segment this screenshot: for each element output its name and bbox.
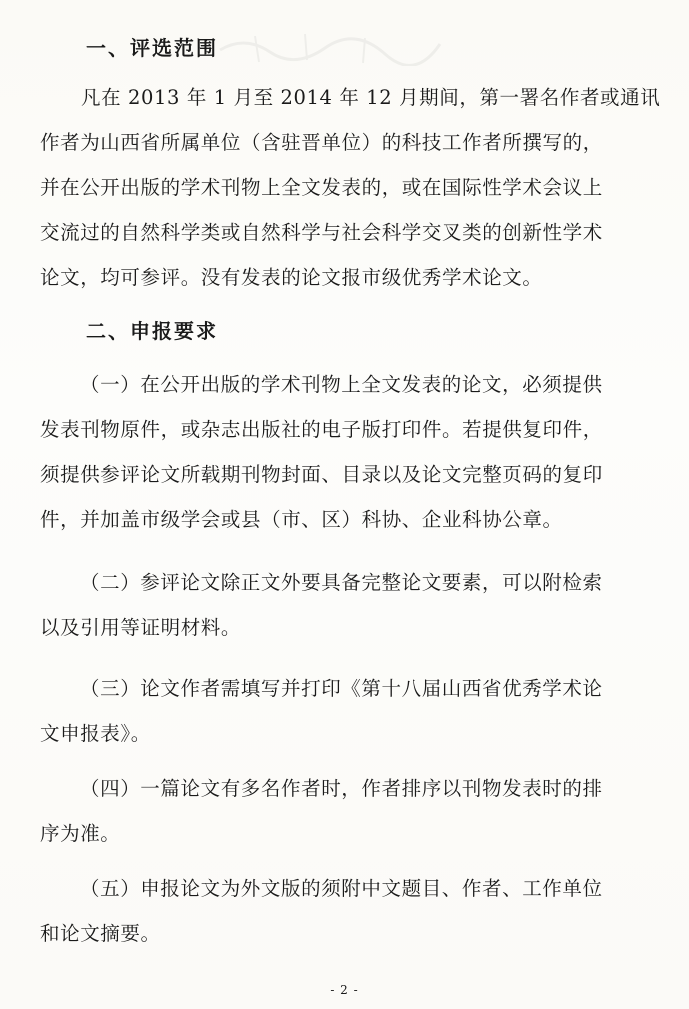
text-line: 件，并加盖市级学会或县（市、区）科协、企业科协公章。 [40,508,563,531]
text-line: 发表刊物原件，或杂志出版社的电子版打印件。若提供复印件， [40,418,603,441]
text-line: 和论文摘要。 [40,922,161,945]
text-line: 文申报表》。 [40,722,151,745]
text-line: 论文，均可参评。没有发表的论文报市级优秀学术论文。 [40,266,543,289]
text-line: 作者为山西省所属单位（含驻晋单位）的科技工作者所撰写的， [40,131,603,154]
text-line: 以及引用等证明材料。 [40,616,242,639]
text-line: （三）论文作者需填写并打印《第十八届山西省优秀学术论 [80,677,603,700]
section-heading-scope: 一、评选范围 [86,36,218,60]
requirement-5-paragraph [40,866,656,956]
text-line: 交流过的自然科学类或自然科学与社会科学交叉类的创新性学术 [40,221,603,244]
text-line: （五）申报论文为外文版的须附中文题目、作者、工作单位 [80,877,603,900]
requirement-3-paragraph [40,666,656,756]
text-line: 凡在 2013 年 1 月至 2014 年 12 月期间，第一署名作者或通讯 [81,86,661,109]
text-line: （四）一篇论文有多名作者时，作者排序以刊物发表时的排 [80,777,603,800]
text-line: 序为准。 [40,822,121,845]
bleed-through-mark [215,30,445,66]
section-heading-requirements: 二、申报要求 [86,319,218,343]
page-number: - 2 - [330,983,359,997]
text-line: 须提供参评论文所载期刊物封面、目录以及论文完整页码的复印 [40,463,603,486]
requirement-4-paragraph [40,766,656,856]
text-line: （一）在公开出版的学术刊物上全文发表的论文，必须提供 [80,373,603,396]
text-line: （二）参评论文除正文外要具备完整论文要素，可以附检索 [80,571,603,594]
scope-paragraph [40,75,661,300]
requirement-2-paragraph [40,560,656,650]
text-line: 并在公开出版的学术刊物上全文发表的，或在国际性学术会议上 [40,176,603,199]
requirement-1-paragraph [40,362,656,542]
